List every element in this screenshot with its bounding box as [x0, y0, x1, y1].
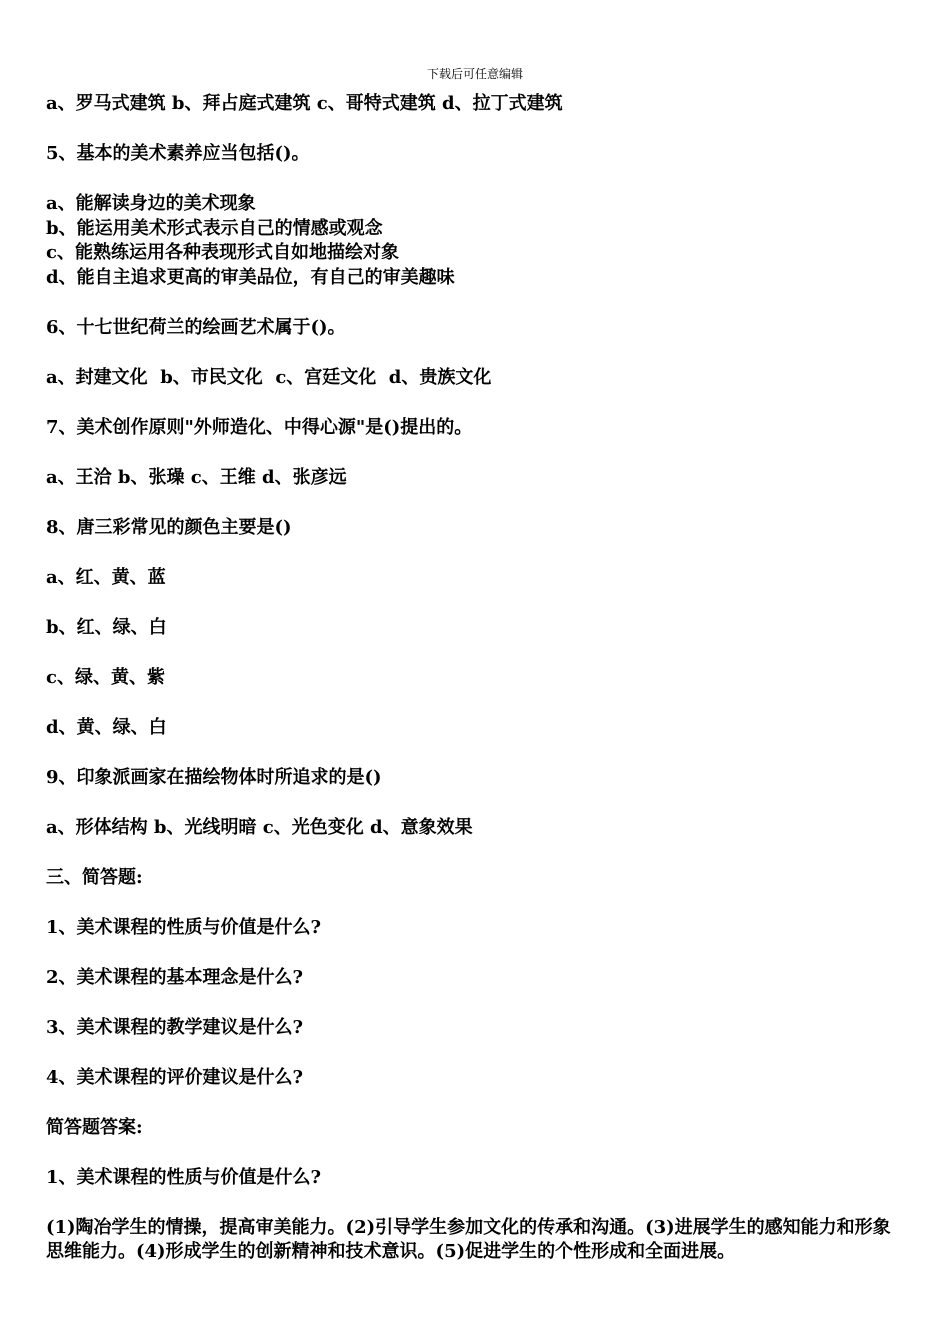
short-question-1: 1、美术课程的性质与价值是什么? — [46, 916, 322, 938]
document-body — [46, 92, 906, 1290]
q6-options: a、封建文化 b、市民文化 c、宫廷文化 d、贵族文化 — [46, 366, 492, 388]
q4-options: a、罗马式建筑 b、拜占庭式建筑 c、哥特式建筑 d、拉丁式建筑 — [46, 93, 563, 114]
answer-text-1: (1)陶冶学生的情操，提高审美能力。(2)引导学生参加文化的传承和沟通。(3)进展学生的感知能力和形象思维能力。(4)形成学生的创新精神和技术意识。(5)促进学生的个性形成和全面进展。 — [46, 1216, 891, 1262]
q8-option-d: d、黄、绿、白 — [46, 716, 167, 738]
q5-option-c: c、能熟练运用各种表现形式自如地描绘对象 — [46, 242, 399, 263]
q5-option-a: a、能解读身边的美术现象 — [46, 193, 256, 214]
q9-options: a、形体结构 b、光线明暗 c、光色变化 d、意象效果 — [46, 816, 473, 838]
q8-option-c: c、绿、黄、紫 — [46, 666, 165, 688]
answers-title: 简答题答案: — [46, 1116, 143, 1138]
q5-option-b: b、能运用美术形式表示自己的情感或观念 — [46, 217, 383, 239]
q5-question: 5、基本的美术素养应当包括()。 — [46, 143, 310, 164]
answer-question-1: 1、美术课程的性质与价值是什么? — [46, 1166, 322, 1188]
q6-question: 6、十七世纪荷兰的绘画艺术属于()。 — [46, 316, 346, 338]
section3-title: 三、简答题: — [46, 866, 143, 888]
q8-question: 8、唐三彩常见的颜色主要是() — [46, 516, 292, 538]
short-question-2: 2、美术课程的基本理念是什么? — [46, 966, 304, 988]
q5-options — [46, 192, 906, 290]
short-question-3: 3、美术课程的教学建议是什么? — [46, 1016, 304, 1038]
q7-question: 7、美术创作原则"外师造化、中得心源"是()提出的。 — [46, 416, 473, 438]
q8-option-b: b、红、绿、白 — [46, 616, 167, 638]
q8-option-a: a、红、黄、蓝 — [46, 566, 166, 588]
short-question-4: 4、美术课程的评价建议是什么? — [46, 1066, 304, 1088]
page-header: 下载后可任意编辑 — [426, 67, 523, 81]
q9-question: 9、印象派画家在描绘物体时所追求的是() — [46, 766, 382, 788]
q7-options: a、王洽 b、张璪 c、王维 d、张彦远 — [46, 466, 347, 488]
q5-option-d: d、能自主追求更高的审美品位，有自己的审美趣味 — [46, 266, 455, 288]
